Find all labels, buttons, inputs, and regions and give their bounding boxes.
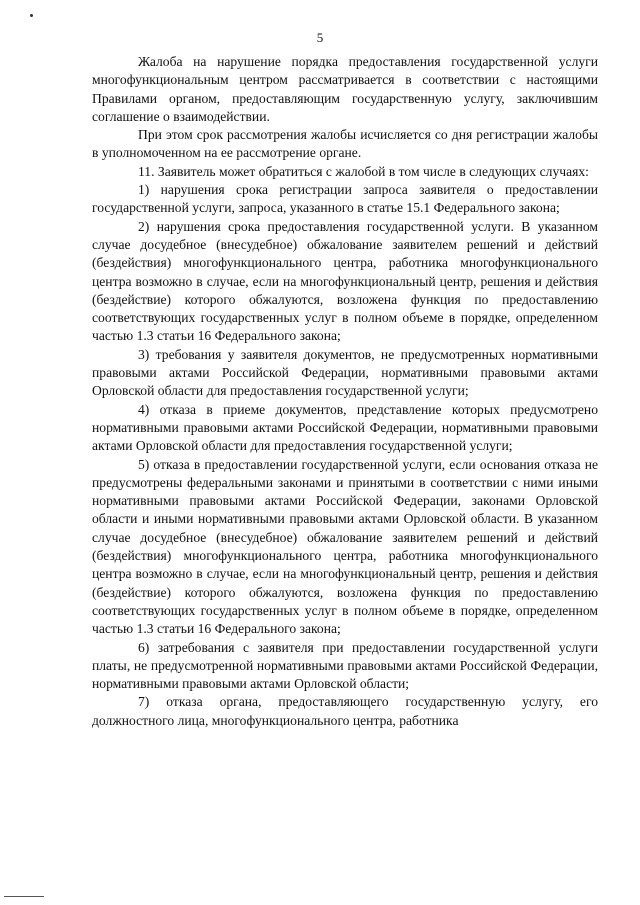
- list-item-3: 3) требования у заявителя документов, не предусмотренных нормативными правовыми актами Российской Федерации, нормативными правовыми актами Орловской области для предоставления государственной услуги;: [92, 346, 598, 399]
- document-body: [92, 53, 598, 730]
- page-number: 5: [316, 30, 324, 45]
- paragraph-review-term: При этом срок рассмотрения жалобы исчисляется со дня регистрации жалобы в уполномоченном на ее рассмотрение органе.: [92, 127, 598, 161]
- list-item-5: 5) отказа в предоставлении государственной услуги, если основания отказа не предусмотрены федеральными законами и принятыми в соответствии с ними иными нормативными правовыми актами Российской Федерации, законами Орловской области и иными нормативными правовыми актами Орловской области. В указанном случае досудебное (внесудебное) обжалование заявителем решений и действий (бездействия) многофункционального центра, работника многофункционального центра возможно в случае, если на многофункциональный центр, решения и действия (бездействие) которого обжалуются, возложена функция по предоставлению соответствующих государственных услуг в полном объеме в порядке, определенном частью 1.3 статьи 16 Федерального закона;: [92, 456, 598, 637]
- paragraph-complaint-mfc: Жалоба на нарушение порядка предоставления государственной услуги многофункциональным центром рассматривается в соответствии с настоящими Правилами органом, предоставляющим государственную услугу, заключившим соглашение о взаимодействии.: [92, 54, 598, 124]
- list-item-1: 1) нарушения срока регистрации запроса заявителя о предоставлении государственной услуги, запроса, указанного в статье 15.1 Федерального закона;: [92, 182, 598, 216]
- list-item-7: 7) отказа органа, предоставляющего государственную услугу, его должностного лица, многофункционального центра, работника: [92, 694, 598, 728]
- list-item-6: 6) затребования с заявителя при предоставлении государственной услуги платы, не предусмотренной нормативными правовыми актами Российской Федерации, нормативными правовыми актами Орловской области;: [92, 639, 598, 692]
- scan-speck: [30, 14, 33, 17]
- list-item-2: 2) нарушения срока предоставления государственной услуги. В указанном случае досудебное (внесудебное) обжалование заявителем решений и действий (бездействия) многофункционального центра, работника многофункционального центра возможно в случае, если на многофункциональный центр, решения и действия (бездействие) которого обжалуются, возложена функция по предоставлению соответствующих государственных услуг в полном объеме в порядке, определенном частью 1.3 статьи 16 Федерального закона;: [92, 218, 598, 344]
- paragraph-item-11: 11. Заявитель может обратиться с жалобой в том числе в следующих случаях:: [138, 163, 589, 179]
- footer-rule: [4, 896, 44, 897]
- list-item-4: 4) отказа в приеме документов, представление которых предусмотрено нормативными правовыми актами Российской Федерации, нормативными правовыми актами Орловской области для предоставления государственной услуги;: [92, 401, 598, 454]
